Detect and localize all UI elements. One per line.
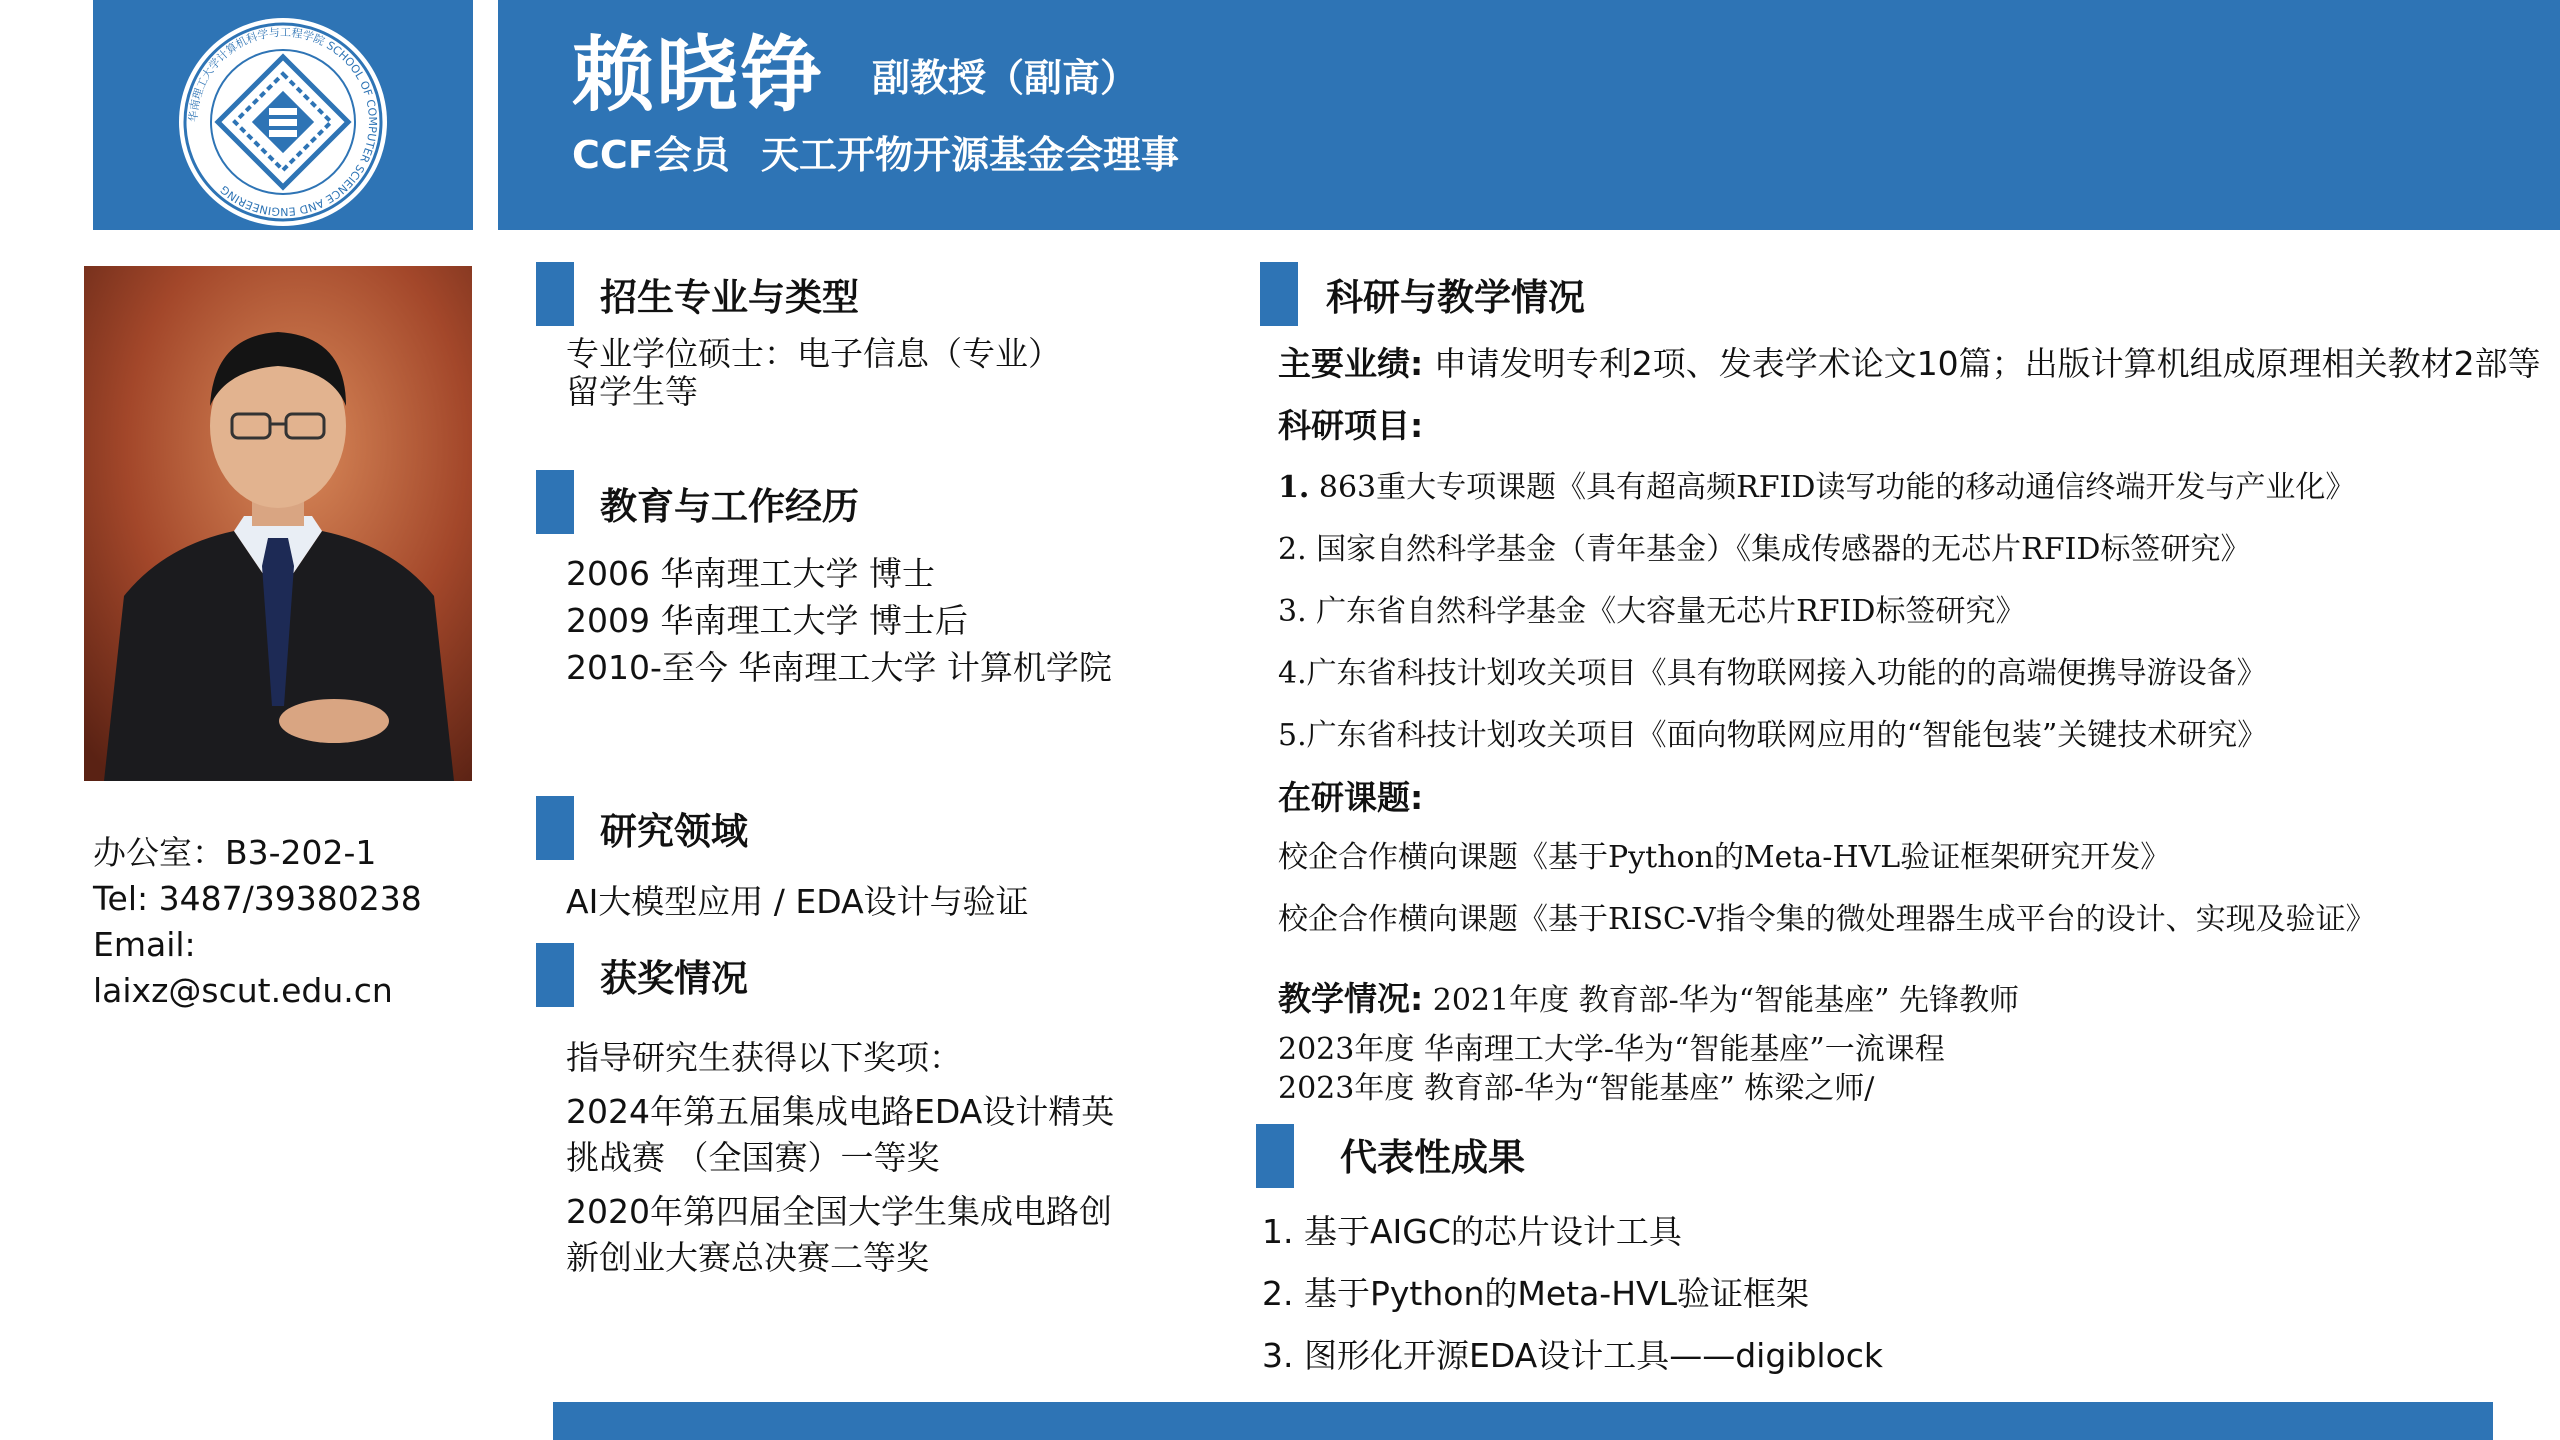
logo-panel	[93, 0, 473, 230]
admissions-line: 留学生等	[566, 372, 698, 411]
section-marker	[536, 470, 574, 534]
admissions-title: 招生专业与类型	[600, 276, 859, 319]
projects-label: 科研项目:	[1278, 406, 1424, 445]
education-line: 2006 华南理工大学 博士	[566, 554, 935, 593]
research-teaching-title: 科研与教学情况	[1326, 276, 1585, 319]
section-marker	[536, 796, 574, 860]
project-item: 2. 国家自然科学基金（青年基金）《集成传感器的无芯片RFID标签研究》	[1278, 532, 2251, 567]
teaching-label: 教学情况:	[1278, 979, 1424, 1018]
ongoing-item: 校企合作横向课题《基于Python的Meta-HVL验证框架研究开发》	[1278, 840, 2171, 875]
achievement-item: 1. 基于AIGC的芯片设计工具	[1262, 1212, 1682, 1251]
academic-rank: 副教授（副高）	[872, 56, 1139, 100]
project-item: 5.广东省科技计划攻关项目《面向物联网应用的“智能包装”关键技术研究》	[1278, 718, 2268, 753]
main-achievements	[1278, 342, 2541, 386]
award-line: 2020年第四届全国大学生集成电路创	[566, 1192, 1112, 1231]
ongoing-item: 校企合作横向课题《基于RISC-V指令集的微处理器生成平台的设计、实现及验证》	[1278, 902, 2376, 937]
project-item: 4.广东省科技计划攻关项目《具有物联网接入功能的的高端便携导游设备》	[1278, 656, 2267, 691]
main-achievements-label: 主要业绩:	[1278, 344, 1424, 383]
section-marker	[536, 943, 574, 1007]
project-item: 3. 广东省自然科学基金《大容量无芯片RFID标签研究》	[1278, 594, 2026, 629]
office-info: 办公室：B3-202-1	[93, 833, 377, 872]
project-text: 863重大专项课题《具有超高频RFID读写功能的移动通信终端开发与产业化》	[1309, 470, 2356, 505]
section-marker	[1256, 1124, 1294, 1188]
awards-intro: 指导研究生获得以下奖项：	[566, 1038, 962, 1077]
project-item	[1278, 466, 2355, 510]
school-emblem-icon	[173, 12, 393, 232]
research-area-text: AI大模型应用 / EDA设计与验证	[566, 882, 1029, 921]
main-achievements-text: 申请发明专利2项、发表学术论文10篇；出版计算机组成原理相关教材2部等	[1423, 344, 2541, 383]
affiliations: CCF会员 天工开物开源基金会理事	[572, 133, 1179, 177]
education-line: 2009 华南理工大学 博士后	[566, 601, 968, 640]
email-label: Email:	[93, 925, 196, 964]
award-line: 挑战赛 （全国赛）一等奖	[566, 1138, 940, 1177]
email-address[interactable]: laixz@scut.edu.cn	[93, 971, 393, 1010]
person-name: 赖晓铮	[572, 28, 825, 123]
section-marker	[1260, 262, 1298, 326]
awards-title: 获奖情况	[600, 957, 748, 1000]
achievements-title: 代表性成果	[1340, 1136, 1525, 1179]
portrait-photo	[84, 266, 472, 781]
ongoing-label: 在研课题:	[1278, 778, 1424, 817]
teaching-first-line	[1278, 977, 2019, 1023]
logo-ring-text: 华南理工大学计算机科学与工程学院 SCHOOL OF COMPUTER SCIENCE AND ENGINEERING	[186, 25, 380, 219]
achievement-item: 3. 图形化开源EDA设计工具——digiblock	[1262, 1336, 1884, 1375]
project-number: 1.	[1278, 470, 1310, 505]
section-marker	[536, 262, 574, 326]
education-line: 2010-至今 华南理工大学 计算机学院	[566, 648, 1112, 687]
achievement-item: 2. 基于Python的Meta-HVL验证框架	[1262, 1274, 1809, 1313]
teaching-item: 2023年度 教育部-华为“智能基座” 栋梁之师/	[1278, 1071, 1875, 1106]
award-line: 2024年第五届集成电路EDA设计精英	[566, 1092, 1115, 1131]
teaching-item: 2023年度 华南理工大学-华为“智能基座”一流课程	[1278, 1032, 1945, 1067]
research-area-title: 研究领域	[600, 810, 748, 853]
teaching-item: 2021年度 教育部-华为“智能基座” 先锋教师	[1423, 983, 2019, 1018]
telephone-info: Tel: 3487/39380238	[93, 879, 422, 918]
footer-bar	[553, 1402, 2493, 1440]
admissions-line: 专业学位硕士：电子信息（专业）	[566, 334, 1061, 373]
education-title: 教育与工作经历	[600, 485, 859, 528]
award-line: 新创业大赛总决赛二等奖	[566, 1238, 929, 1277]
